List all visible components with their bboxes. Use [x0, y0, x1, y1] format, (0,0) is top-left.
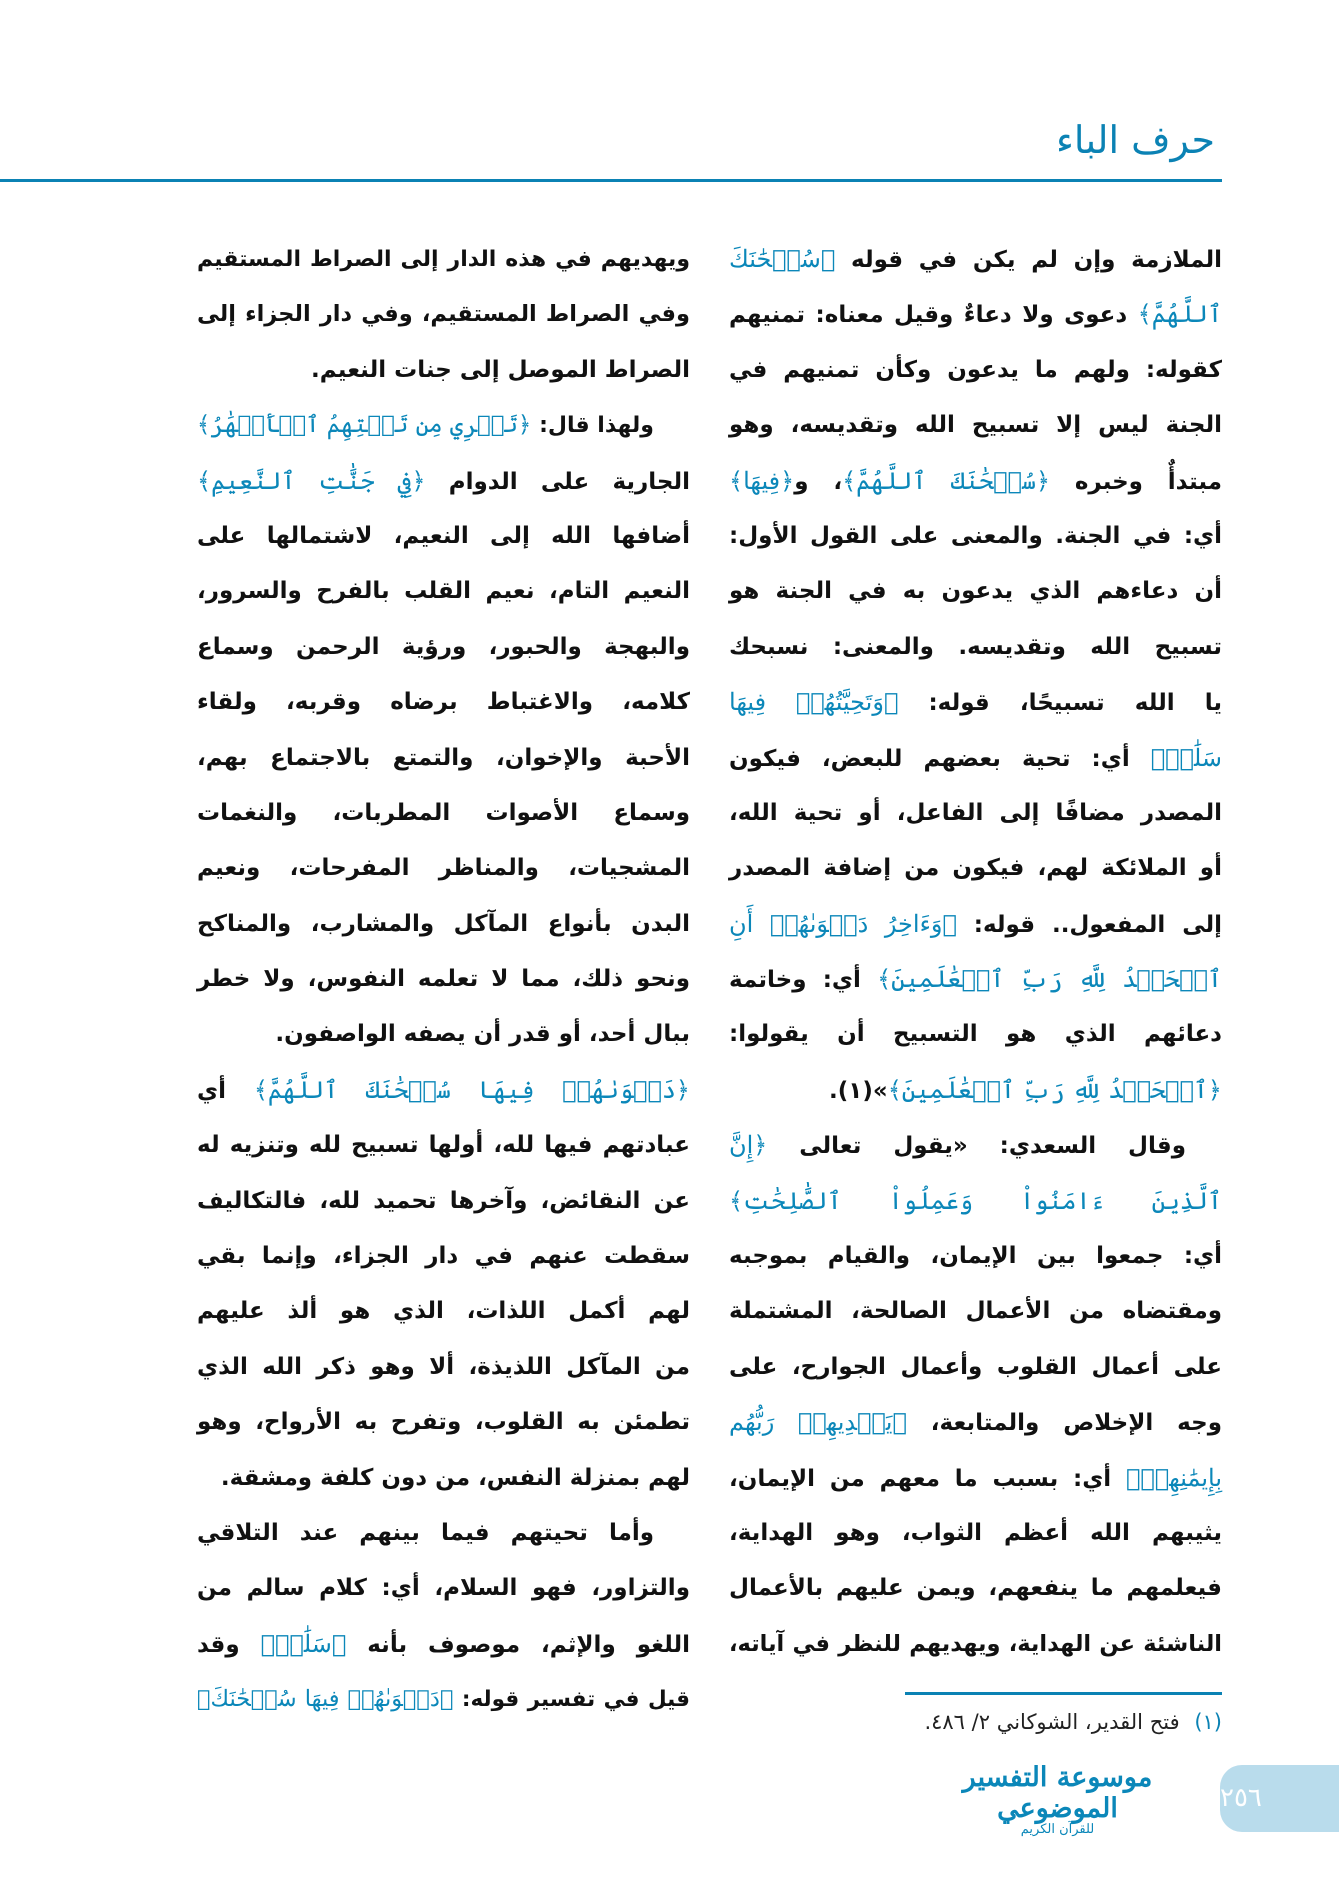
body-text: سقطت عنهم في دار الجزاء، وإنما بقي [197, 1243, 690, 1270]
quran-verse-quote: ﴿وَتَحِيَّتُهُمۡ فِيهَا [729, 688, 899, 717]
running-header-title: حرف الباء [1056, 118, 1215, 162]
body-text: تسبيح الله وتقديسه. والمعنى: نسبحك [729, 633, 1222, 660]
body-text: وفي الصراط المستقيم، وفي دار الجزاء إلى [197, 301, 690, 328]
body-text: على أعمال القلوب وأعمال الجوارح، على [729, 1353, 1222, 1380]
body-text: اللغو والإثم، موصوف بأنه [346, 1631, 691, 1658]
body-text: كقوله: ولهم ما يدعون وكأن تمنيهم في [729, 356, 1222, 383]
text-line [197, 287, 690, 342]
text-line [197, 454, 690, 509]
text-line [197, 1617, 690, 1672]
footnote-text: فتح القدير، الشوكاني ٢/ ٤٨٦. [924, 1710, 1180, 1734]
text-line [197, 1174, 690, 1229]
text-line [729, 1451, 1222, 1506]
quran-verse-quote: ﴿ٱلۡحَمۡدُ لِلَّهِ رَبِّ ٱلۡعَٰلَمِينَ﴾ [887, 1075, 1222, 1104]
body-text: »(١). [829, 1077, 888, 1104]
text-line [729, 1229, 1222, 1284]
text-line [197, 897, 690, 952]
text-line [197, 952, 690, 1007]
text-line [729, 287, 1222, 342]
text-line [729, 1506, 1222, 1561]
text-line [197, 1118, 690, 1173]
quran-verse-quote: ٱللَّهُمَّ﴾ [1137, 300, 1222, 329]
text-line [197, 786, 690, 841]
body-text: قيل في تفسير قوله: [453, 1687, 690, 1713]
quran-verse-quote: ﴿سُبۡحَٰنَكَ ٱللَّهُمَّ﴾ [842, 466, 1051, 495]
text-line [197, 1229, 690, 1284]
body-text: مبتدأٌ وخبره [1050, 468, 1222, 495]
logo-subtitle: للقرآن الكريم [1020, 1822, 1095, 1837]
quran-verse-quote: بِإِيمَٰنِهِمۡ﴾ [1125, 1463, 1222, 1492]
encyclopedia-logo [930, 1762, 1185, 1837]
text-line [197, 620, 690, 675]
body-text: وقال السعدي: «يقول تعالى [767, 1133, 1186, 1160]
text-line [729, 897, 1222, 952]
footnote-divider [905, 1692, 1222, 1695]
body-text: أي: جمعوا بين الإيمان، والقيام بموجبه [729, 1243, 1222, 1270]
text-line [729, 841, 1222, 896]
body-text: والبهجة والحبور، ورؤية الرحمن وسماع [197, 633, 690, 660]
body-text: وأما تحيتهم فيما بينهم عند التلاقي [197, 1519, 654, 1546]
text-line [729, 454, 1222, 509]
text-line [197, 509, 690, 564]
quran-verse-quote: ٱلَّذِينَ ءَامَنُواْ وَعَمِلُواْ ٱلصَّٰلِحَٰتِ﴾ [729, 1186, 1222, 1215]
text-line [729, 1561, 1222, 1616]
body-text: والتزاور، فهو السلام، أي: كلام سالم من [197, 1575, 690, 1602]
body-text: أي [197, 1077, 254, 1104]
quran-verse-quote: سَلَٰمٞ﴾ [1150, 743, 1222, 772]
text-line [729, 564, 1222, 619]
quran-verse-quote: ٱلۡحَمۡدُ لِلَّهِ رَبِّ ٱلۡعَٰلَمِينَ﴾ [877, 965, 1222, 994]
body-text: فيعلمهم ما ينفعهم، ويمن عليهم بالأعمال [729, 1575, 1222, 1602]
text-line [729, 731, 1222, 786]
body-text: كلامه، والاغتباط برضاه وقربه، ولقاء [197, 689, 690, 716]
text-line [729, 509, 1222, 564]
text-line [197, 1451, 690, 1506]
body-text: عبادتهم فيها لله، أولها تسبيح لله وتنزيه له [197, 1132, 690, 1159]
text-line [197, 232, 690, 287]
text-line [729, 398, 1222, 453]
body-text: وجه الإخلاص والمتابعة، [906, 1410, 1222, 1437]
quran-verse-quote: ﴿تَجۡرِي مِن تَحۡتِهِمُ ٱلۡأَنۡهَٰرُ﴾ [196, 412, 532, 439]
text-line [197, 564, 690, 619]
text-line [197, 343, 690, 398]
quran-verse-quote: ﴿سُبۡحَٰنَكَ [729, 245, 836, 273]
text-line [197, 731, 690, 786]
body-text: المشجيات، والمناظر المفرحات، ونعيم [197, 855, 690, 882]
body-text: البدن بأنواع المآكل والمشارب، والمناكح [197, 910, 690, 937]
text-line [197, 1007, 690, 1062]
right-text-column [729, 232, 1222, 1672]
text-line [197, 675, 690, 730]
body-text: وسماع الأصوات المطربات، والنغمات [197, 799, 690, 826]
text-line [729, 1340, 1222, 1395]
footnote-number: (١) [1194, 1710, 1222, 1734]
text-line [729, 786, 1222, 841]
left-text-column [197, 232, 690, 1728]
quran-verse-quote: ﴿دَعۡوَىٰهُمۡ فِيهَا سُبۡحَٰنَكَ﴾ [197, 1686, 454, 1713]
text-line [197, 841, 690, 896]
body-text: المصدر مضافًا إلى الفاعل، أو تحية الله، [729, 799, 1222, 826]
text-line [729, 1284, 1222, 1339]
text-line [729, 1118, 1222, 1173]
body-text: عن النقائض، وآخرها تحميد لله، فالتكاليف [197, 1187, 690, 1214]
body-text: وقد [197, 1631, 261, 1658]
body-text: يثيبهم الله أعظم الثواب، وهو الهداية، [729, 1519, 1222, 1546]
body-text: إلى المفعول.. قوله: [956, 911, 1222, 938]
text-line [729, 1063, 1222, 1118]
body-text: دعائهم الذي هو التسبيح أن يقولوا: [729, 1021, 1222, 1048]
body-text: ونحو ذلك، مما لا تعلمه النفوس، ولا خطر [197, 966, 690, 993]
text-line [729, 1617, 1222, 1672]
body-text: الجنة ليس إلا تسبيح الله وتقديسه، وهو [729, 412, 1222, 439]
text-line [729, 1174, 1222, 1229]
quran-verse-quote: ﴿إِنَّ [729, 1131, 768, 1160]
text-line [197, 1395, 690, 1450]
body-text: الأحبة والإخوان، والتمتع بالاجتماع بهم، [197, 744, 690, 771]
text-line [197, 1561, 690, 1616]
body-text: النعيم التام، نعيم القلب بالفرح والسرور، [197, 578, 690, 605]
text-line [729, 952, 1222, 1007]
quran-verse-quote: ﴿سَلَٰمٞ﴾ [260, 1629, 347, 1658]
body-text: الجارية على الدوام [425, 468, 690, 495]
text-line [197, 398, 690, 453]
body-text: أي: وخاتمة [729, 967, 878, 994]
text-line [729, 343, 1222, 398]
body-text: الصراط الموصل إلى جنات النعيم. [311, 356, 690, 383]
text-line [729, 620, 1222, 675]
text-line [197, 1672, 690, 1727]
quran-verse-quote: ﴿دَعۡوَىٰهُمۡ فِيهَا سُبۡحَٰنَكَ ٱللَّهُمَّ﴾ [253, 1075, 690, 1104]
body-text: دعوى ولا دعاءٌ وقيل معناه: تمنيهم [729, 302, 1138, 329]
quran-verse-quote: ﴿يَهۡدِيهِمۡ رَبُّهُم [729, 1408, 907, 1437]
footnote [924, 1710, 1222, 1734]
body-text: ببال أحد، أو قدر أن يصفه الواصفون. [275, 1021, 690, 1048]
body-text: من المآكل اللذيذة، ألا وهو ذكر الله الذي [197, 1353, 690, 1380]
quran-verse-quote: ﴿فِيهَا﴾ [729, 466, 795, 495]
body-text: أي: بسبب ما معهم من الإيمان، [729, 1465, 1126, 1492]
text-line [197, 1063, 690, 1118]
body-text: ومقتضاه من الأعمال الصالحة، المشتملة [729, 1298, 1222, 1325]
text-line [197, 1340, 690, 1395]
logo-title: موسوعة التفسير الموضوعي [962, 1762, 1153, 1824]
page-number-badge: ٢٥٦ [1220, 1765, 1339, 1832]
body-text: أو الملائكة لهم، فيكون من إضافة المصدر [729, 855, 1222, 882]
header-divider [0, 179, 1222, 182]
text-line [729, 675, 1222, 730]
text-line [197, 1506, 690, 1561]
body-text: يا الله تسبيحًا، قوله: [898, 690, 1222, 717]
text-line [729, 232, 1222, 287]
quran-verse-quote: ﴿فِي جَنَّٰتِ ٱلنَّعِيمِ﴾ [197, 466, 426, 495]
body-text: لهم أكمل اللذات، الذي هو ألذ عليهم [197, 1298, 690, 1325]
body-text: لهم بمنزلة النفس، من دون كلفة ومشقة. [220, 1464, 690, 1491]
text-line [197, 1284, 690, 1339]
body-text: ، و [794, 468, 843, 495]
body-text: أي: تحية بعضهم للبعض، فيكون [729, 745, 1151, 772]
text-line [729, 1007, 1222, 1062]
body-text: أن دعاءهم الذي يدعون به في الجنة هو [729, 578, 1222, 605]
body-text: الناشئة عن الهداية، ويهديهم للنظر في آياته، [729, 1630, 1222, 1657]
body-text: أي: في الجنة. والمعنى على القول الأول: [729, 522, 1222, 549]
body-text: أضافها الله إلى النعيم، لاشتمالها على [197, 522, 690, 549]
body-text: ويهديهم في هذه الدار إلى الصراط المستقيم [197, 247, 690, 272]
body-text: الملازمة وإن لم يكن في قوله [835, 247, 1222, 273]
text-line [729, 1395, 1222, 1450]
quran-verse-quote: ﴿وَءَاخِرُ دَعۡوَىٰهُمۡ أَنِ [729, 909, 957, 938]
body-text: تطمئن به القلوب، وتفرح به الأرواح، وهو [197, 1409, 690, 1436]
body-text: ولهذا قال: [531, 413, 654, 439]
